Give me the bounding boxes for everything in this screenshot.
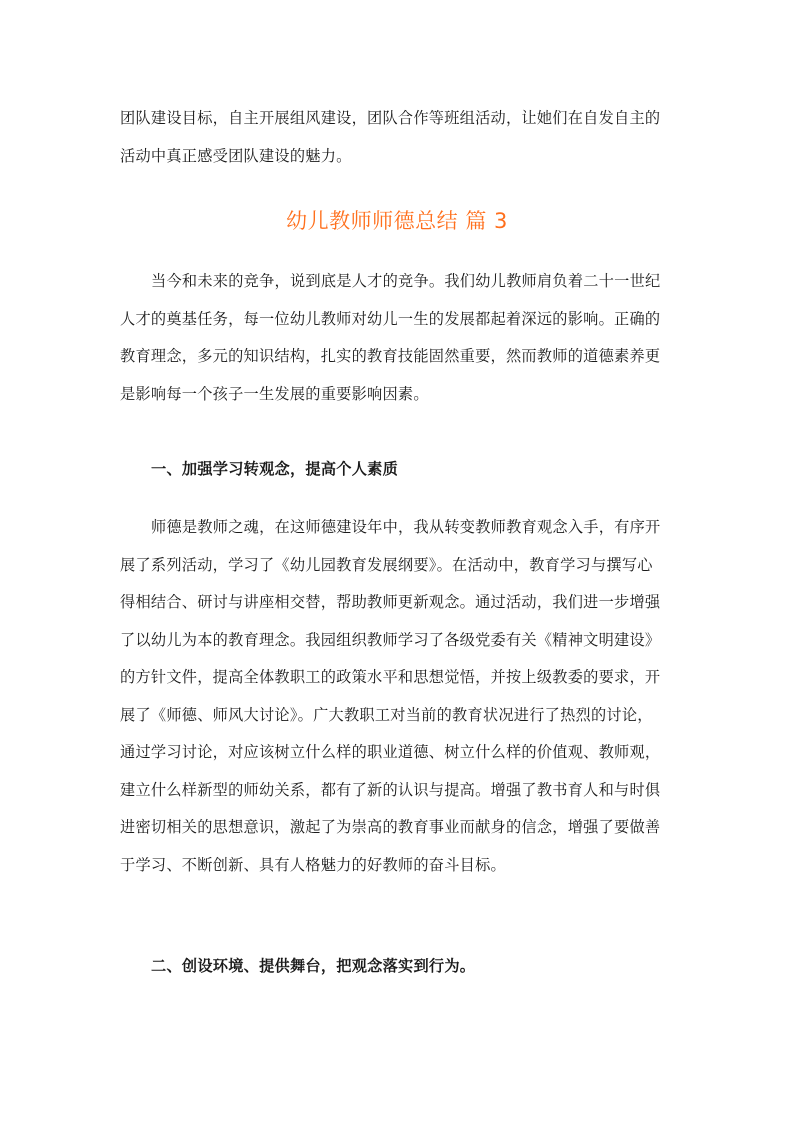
paragraph-line: 于学习、不断创新、具有人格魅力的好教师的奋斗目标。: [120, 855, 506, 874]
paragraph-line: 是影响每一个孩子一生发展的重要影响因素。: [120, 384, 429, 403]
paragraph-line: 展了《师德、师风大讨论》。广大教职工对当前的教育状况进行了热烈的讨论，: [120, 705, 653, 724]
paragraph-line: 教育理念，多元的知识结构，扎实的教育技能固然重要，然而教师的道德素养更: [120, 347, 661, 365]
paragraph-line: 建立什么样新型的师幼关系，都有了新的认识与提高。增强了教书育人和与时俱: [120, 780, 661, 799]
article-title: 幼儿教师师德总结 篇 3: [286, 209, 508, 233]
paragraph-line: 展了系列活动，学习了《幼儿园教育发展纲要》。在活动中，教育学习与撰写心: [120, 555, 653, 574]
paragraph-line: 得相结合、研讨与讲座相交替，帮助教师更新观念。通过活动，我们进一步增强: [120, 593, 661, 611]
section-heading-1: 一、加强学习转观念，提高个人素质: [151, 460, 398, 478]
paragraph-line: 通过学习讨论，对应该树立什么样的职业道德、树立什么样的价值观、教师观，: [120, 743, 661, 761]
paragraph-line: 人才的奠基任务，每一位幼儿教师对幼儿一生的发展都起着深远的影响。正确的: [120, 309, 661, 328]
paragraph-line: 进密切相关的思想意识，激起了为崇高的教育事业而献身的信念，增强了要做善: [120, 818, 661, 836]
paragraph-1: [120, 263, 678, 413]
paragraph-line: 活动中真正感受团队建设的魅力。: [120, 146, 352, 165]
paragraph-line: 了以幼儿为本的教育理念。我园组织教师学习了各级党委有关《精神文明建设》: [120, 630, 661, 649]
paragraph-2: [120, 509, 678, 884]
paragraph-line: 的方针文件，提高全体教职工的政策水平和思想觉悟，并按上级教委的要求，开: [120, 668, 661, 686]
paragraph-line: 师德是教师之魂，在这师德建设年中，我从转变教师教育观念入手，有序开: [151, 518, 661, 536]
paragraph-line: 团队建设目标，自主开展组风建设，团队合作等班组活动，让她们在自发自主的: [120, 109, 661, 127]
intro-paragraph: [120, 100, 678, 175]
section-heading-2: 二、创设环境、提供舞台，把观念落实到行为。: [151, 957, 476, 975]
paragraph-line: 当今和未来的竞争，说到底是人才的竞争。我们幼儿教师肩负着二十一世纪: [151, 272, 661, 290]
